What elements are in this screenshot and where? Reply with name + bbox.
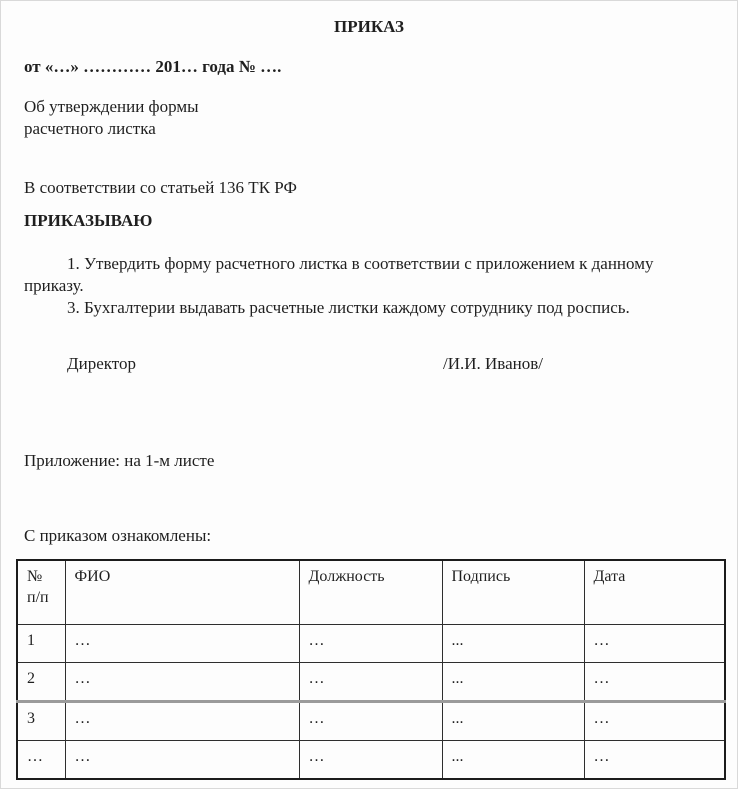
signer-name: /И.И. Иванов/ xyxy=(443,354,543,373)
cell-number: 2 xyxy=(17,663,65,702)
order-subject-line-2: расчетного листка xyxy=(24,119,156,138)
cell-signature: ... xyxy=(442,663,584,702)
acknowledgement-table xyxy=(16,559,726,780)
table-row xyxy=(17,741,725,780)
signer-position-label: Директор xyxy=(67,354,136,373)
signature-row xyxy=(16,353,722,375)
acknowledgement-label: С приказом ознакомлены: xyxy=(24,526,212,545)
document-title: ПРИКАЗ xyxy=(334,17,404,36)
column-header-position: Должность xyxy=(299,560,442,625)
cell-date: … xyxy=(584,625,725,663)
table-header-row xyxy=(17,560,725,625)
cell-number: 3 xyxy=(17,702,65,741)
cell-name: … xyxy=(65,663,299,702)
command-word: ПРИКАЗЫВАЮ xyxy=(24,211,153,230)
cell-signature: ... xyxy=(442,741,584,780)
table-row xyxy=(17,625,725,663)
cell-signature: ... xyxy=(442,702,584,741)
cell-position: … xyxy=(299,702,442,741)
order-subject-line-1: Об утверждении формы xyxy=(24,97,199,116)
order-subject xyxy=(24,96,722,140)
cell-name: … xyxy=(65,702,299,741)
table-row xyxy=(17,663,725,702)
cell-date: … xyxy=(584,663,725,702)
cell-name: … xyxy=(65,741,299,780)
column-header-signature: Подпись xyxy=(442,560,584,625)
legal-basis: В соответствии со статьей 136 ТК РФ xyxy=(24,178,297,197)
cell-signature: ... xyxy=(442,625,584,663)
cell-number: … xyxy=(17,741,65,780)
cell-number: 1 xyxy=(17,625,65,663)
cell-position: … xyxy=(299,625,442,663)
order-items xyxy=(24,253,684,319)
attachment-note: Приложение: на 1-м листе xyxy=(24,451,215,470)
order-item-1: 1. Утвердить форму расчетного листка в соответствии с приложением к данному приказу. xyxy=(24,254,654,295)
cell-position: … xyxy=(299,741,442,780)
cell-date: … xyxy=(584,741,725,780)
column-header-date: Дата xyxy=(584,560,725,625)
table-row xyxy=(17,702,725,741)
cell-date: … xyxy=(584,702,725,741)
column-header-name: ФИО xyxy=(65,560,299,625)
order-date-number-line: от «…» ………… 201… года № …. xyxy=(24,57,282,76)
order-item-2: 3. Бухгалтерии выдавать расчетные листки каждому сотруднику под роспись. xyxy=(67,298,630,317)
cell-position: … xyxy=(299,663,442,702)
cell-name: … xyxy=(65,625,299,663)
column-header-number: № п/п xyxy=(17,560,65,625)
